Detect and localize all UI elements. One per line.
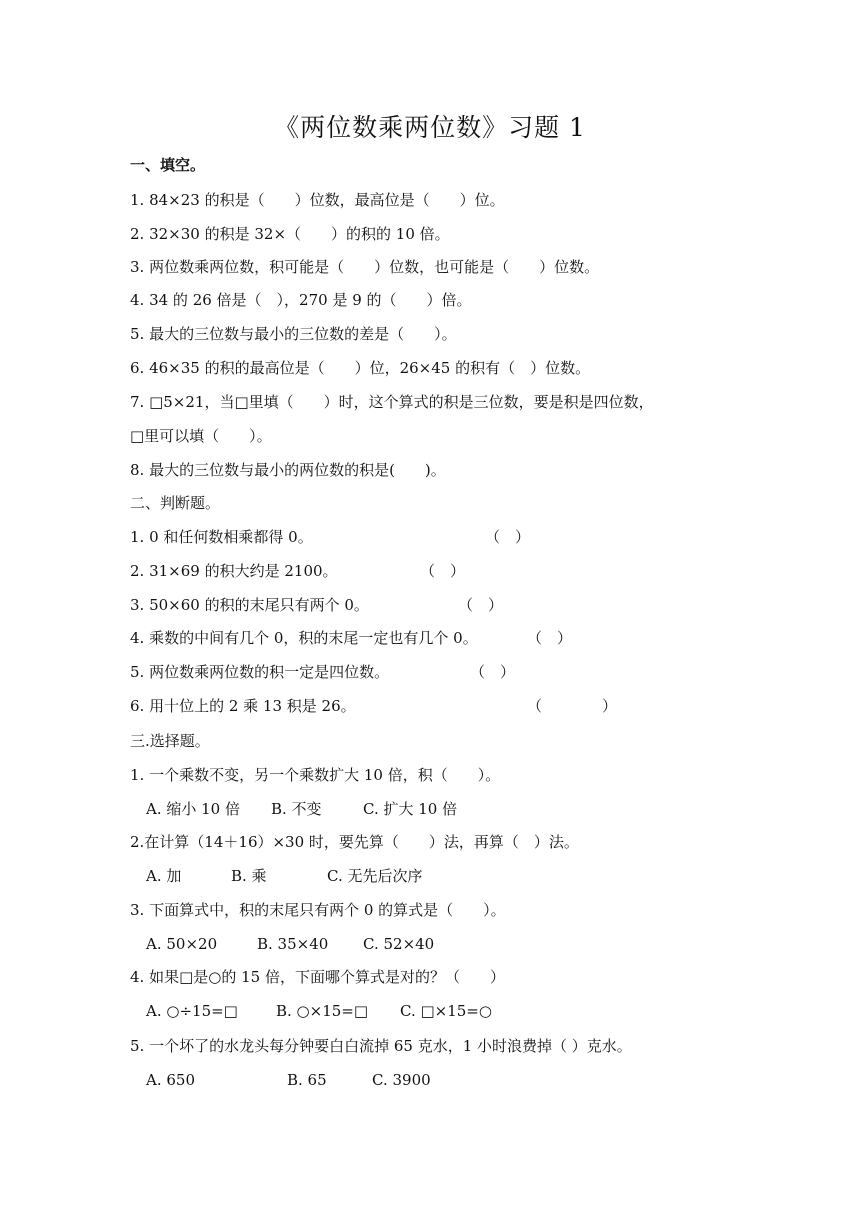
fill-item-7: 7. □5×21，当□里填（ ）时，这个算式的积是三位数，要是积是四位数， <box>130 393 654 411</box>
fill-item-7-continued: □里可以填（ ）。 <box>130 427 272 445</box>
judge-answer-4: （ ） <box>527 629 573 647</box>
choice-question-4: 4. 如果□是○的 15 倍，下面哪个算式是对的？（ ） <box>130 968 505 986</box>
judge-item-2: 2. 31×69 的积大约是 2100。 <box>130 562 338 580</box>
choice-1-option-a: A. 缩小 10 倍 <box>146 800 240 818</box>
choice-5-option-b: B. 65 <box>287 1071 327 1089</box>
choice-2-option-a: A. 加 <box>146 867 182 885</box>
choice-4-option-a: A. ○÷15=□ <box>146 1002 238 1020</box>
fill-item-6: 6. 46×35 的积的最高位是（ ）位，26×45 的积有（ ）位数。 <box>130 359 591 377</box>
page-title: 《两位数乘两位数》习题 1 <box>274 113 586 142</box>
judge-answer-2: （ ） <box>420 562 466 580</box>
fill-item-2: 2. 32×30 的积是 32×（ ）的积的 10 倍。 <box>130 225 450 243</box>
choice-question-2: 2.在计算（14＋16）×30 时，要先算（ ）法，再算（ ）法。 <box>130 833 579 851</box>
choice-5-option-c: C. 3900 <box>372 1071 431 1089</box>
judge-answer-1: （ ） <box>485 528 531 546</box>
choice-2-option-c: C. 无先后次序 <box>327 867 423 885</box>
fill-item-3: 3. 两位数乘两位数，积可能是（ ）位数，也可能是（ ）位数。 <box>130 258 600 276</box>
choice-question-1: 1. 一个乘数不变，另一个乘数扩大 10 倍，积（ ）。 <box>130 766 501 784</box>
judge-item-5: 5. 两位数乘两位数的积一定是四位数。 <box>130 663 390 681</box>
section-heading-judge: 二、判断题。 <box>130 494 221 512</box>
fill-item-8: 8. 最大的三位数与最小的两位数的积是( )。 <box>130 461 446 479</box>
judge-item-6: 6. 用十位上的 2 乘 13 积是 26。 <box>130 697 356 715</box>
choice-question-5: 5. 一个坏了的水龙头每分钟要白白流掉 65 克水，1 小时浪费掉（ ）克水。 <box>130 1037 632 1055</box>
choice-question-3: 3. 下面算式中，积的末尾只有两个 0 的算式是（ ）。 <box>130 901 506 919</box>
section-heading-fill: 一、填空。 <box>130 156 206 174</box>
fill-item-1: 1. 84×23 的积是（ ）位数，最高位是（ ）位。 <box>130 191 505 209</box>
choice-1-option-b: B. 不变 <box>271 800 322 818</box>
judge-answer-3: （ ） <box>458 596 504 614</box>
judge-item-3: 3. 50×60 的积的末尾只有两个 0。 <box>130 596 369 614</box>
fill-item-5: 5. 最大的三位数与最小的三位数的差是（ ）。 <box>130 325 457 343</box>
choice-5-option-a: A. 650 <box>146 1071 195 1089</box>
choice-3-option-b: B. 35×40 <box>257 935 329 953</box>
choice-4-option-b: B. ○×15=□ <box>276 1002 369 1020</box>
fill-item-4: 4. 34 的 26 倍是（ ），270 是 9 的（ ）倍。 <box>130 291 472 309</box>
choice-4-option-c: C. □×15=○ <box>400 1002 492 1020</box>
judge-item-4: 4. 乘数的中间有几个 0，积的末尾一定也有几个 0。 <box>130 629 478 647</box>
judge-answer-5: （ ） <box>470 663 516 681</box>
section-heading-choice: 三.选择题。 <box>130 732 210 750</box>
choice-3-option-a: A. 50×20 <box>146 935 218 953</box>
choice-1-option-c: C. 扩大 10 倍 <box>363 800 458 818</box>
choice-2-option-b: B. 乘 <box>231 867 267 885</box>
choice-3-option-c: C. 52×40 <box>363 935 435 953</box>
judge-item-1: 1. 0 和任何数相乘都得 0。 <box>130 528 313 546</box>
judge-answer-6: （ ） <box>527 697 618 715</box>
